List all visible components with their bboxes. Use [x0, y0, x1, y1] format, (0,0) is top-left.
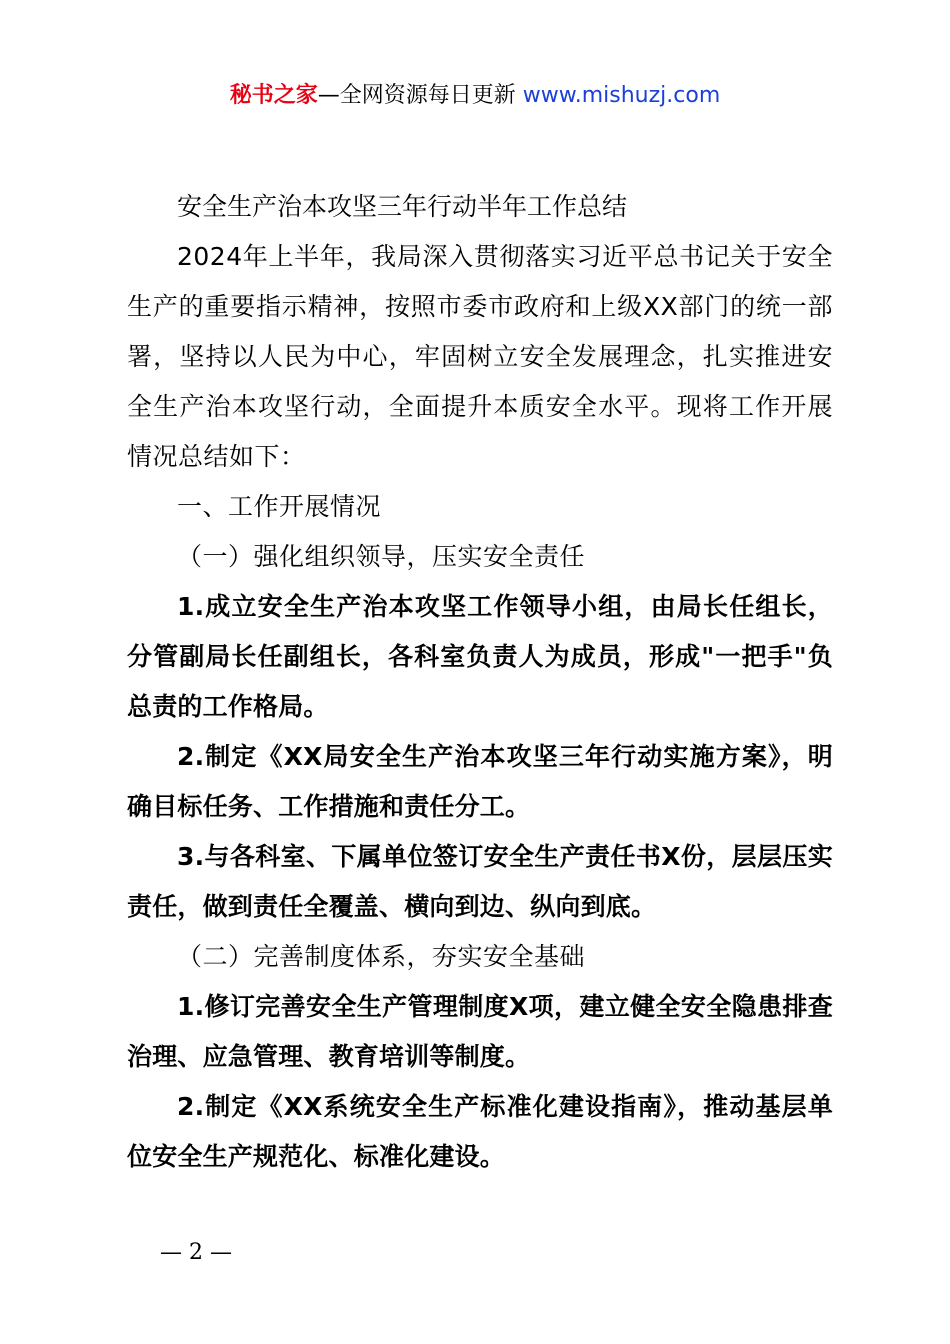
intro-paragraph: 2024年上半年，我局深入贯彻落实习近平总书记关于安全生产的重要指示精神，按照市委市政府和上级XX部门的统一部署，坚持以人民为中心，牢固树立安全发展理念，扎实推进安全生产治本攻坚行动，全面提升本质安全水平。现将工作开展情况总结如下：: [127, 242, 833, 471]
document-title: 安全生产治本攻坚三年行动半年工作总结: [177, 192, 628, 221]
header-tagline: —全网资源每日更新: [317, 83, 523, 108]
list-item: 2.制定《XX系统安全生产标准化建设指南》，推动基层单位安全生产规范化、标准化建设。: [127, 1092, 833, 1171]
list-item: 1.成立安全生产治本攻坚工作领导小组，由局长任组长，分管副局长任副组长，各科室负责人为成员，形成"一把手"负总责的工作格局。: [127, 592, 833, 721]
subsection-heading: （二）完善制度体系，夯实安全基础: [177, 942, 586, 971]
list-item: 2.制定《XX局安全生产治本攻坚三年行动实施方案》，明确目标任务、工作措施和责任分工。: [127, 742, 833, 821]
list-item: 3.与各科室、下属单位签订安全生产责任书X份，层层压实责任，做到责任全覆盖、横向到边、纵向到底。: [127, 842, 833, 921]
page-number: — 2 —: [160, 1240, 232, 1265]
section-heading: 一、工作开展情况: [177, 492, 382, 521]
document-body: [127, 182, 833, 1182]
site-header: [0, 80, 950, 112]
brand-name: 秘书之家: [229, 83, 318, 108]
site-url-link[interactable]: www.mishuzj.com: [522, 83, 721, 108]
subsection-heading: （一）强化组织领导，压实安全责任: [177, 542, 586, 571]
list-item: 1.修订完善安全生产管理制度X项，建立健全安全隐患排查治理、应急管理、教育培训等制度。: [127, 992, 833, 1071]
